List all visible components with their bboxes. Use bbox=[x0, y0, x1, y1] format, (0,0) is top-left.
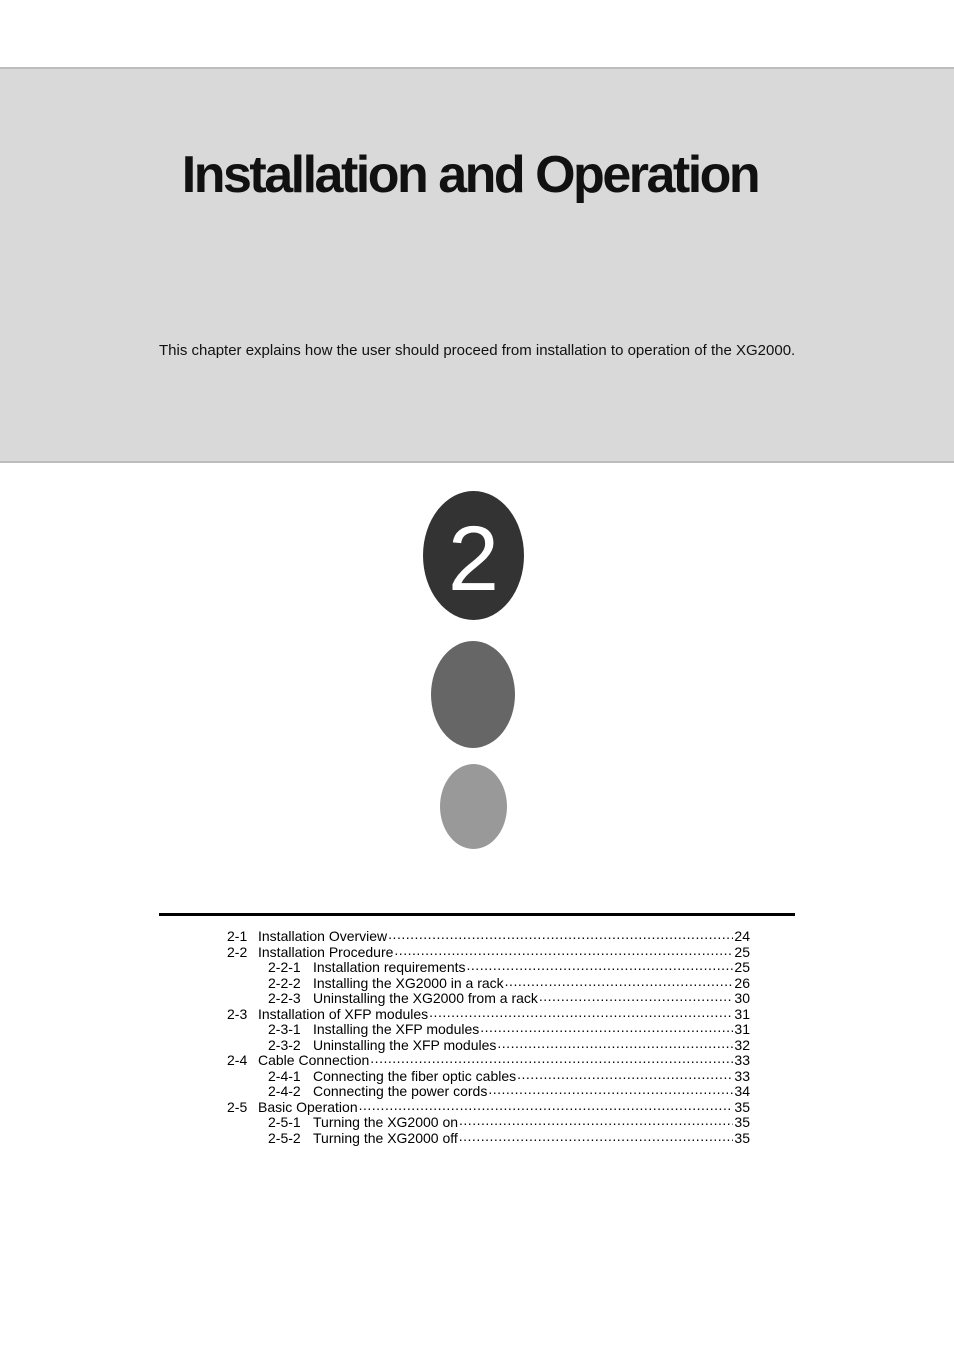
toc-entry-page: 34 bbox=[734, 1083, 750, 1099]
toc-entry-label: Turning the XG2000 off bbox=[313, 1129, 458, 1146]
toc-dot-leader bbox=[459, 1113, 733, 1127]
toc-entry[interactable] bbox=[227, 1036, 750, 1052]
toc-dot-leader bbox=[467, 958, 734, 972]
toc-entry-page: 30 bbox=[734, 990, 750, 1006]
toc-entry[interactable] bbox=[227, 1005, 750, 1021]
toc-entry-page: 26 bbox=[734, 974, 750, 991]
decorative-oval-medium bbox=[431, 641, 515, 748]
toc-entry-label: Installing the XG2000 in a rack bbox=[313, 974, 504, 991]
toc-entry-number: 2-4 bbox=[227, 1052, 248, 1068]
toc-entry-page: 24 bbox=[734, 928, 750, 944]
toc-entry[interactable] bbox=[227, 974, 750, 990]
toc-dot-leader bbox=[480, 1020, 733, 1034]
toc-dot-leader bbox=[370, 1051, 733, 1065]
toc-dot-leader bbox=[517, 1067, 733, 1081]
toc-entry-number: 2-5-1 bbox=[268, 1114, 301, 1130]
toc-entry[interactable] bbox=[227, 1067, 750, 1083]
toc-dot-leader bbox=[488, 1082, 733, 1096]
toc-entry-page: 25 bbox=[734, 959, 750, 975]
toc-divider bbox=[159, 913, 795, 916]
toc-entry-label: Installation of XFP modules bbox=[258, 1005, 429, 1022]
toc-entry-label: Installation requirements bbox=[313, 959, 466, 975]
toc-entry-label: Uninstalling the XFP modules bbox=[313, 1036, 497, 1053]
toc-dot-leader bbox=[539, 989, 734, 1003]
toc-entry-label: Installation Procedure bbox=[258, 943, 394, 960]
toc-entry-number: 2-2-3 bbox=[268, 990, 301, 1006]
chapter-intro: This chapter explains how the user should proceed from installation to operation of the XG2000. bbox=[159, 342, 796, 359]
toc-entry-number: 2-2 bbox=[227, 943, 248, 960]
toc-entry-page: 35 bbox=[734, 1098, 750, 1115]
toc-dot-leader bbox=[459, 1129, 734, 1143]
toc-dot-leader bbox=[497, 1036, 733, 1050]
toc-entry[interactable] bbox=[227, 1051, 750, 1067]
toc-entry[interactable] bbox=[227, 1113, 750, 1129]
toc-entry-page: 33 bbox=[734, 1052, 750, 1068]
chapter-number-badge bbox=[423, 491, 524, 620]
chapter-number: 2 bbox=[447, 507, 500, 610]
toc-entry[interactable] bbox=[227, 1098, 750, 1114]
toc-entry[interactable] bbox=[227, 1129, 750, 1145]
toc-entry-label: Cable Connection bbox=[258, 1052, 370, 1068]
toc-entry[interactable] bbox=[227, 943, 750, 959]
toc-dot-leader bbox=[505, 974, 734, 988]
toc-entry-number: 2-4-1 bbox=[268, 1067, 301, 1084]
toc-entry-number: 2-5 bbox=[227, 1098, 248, 1115]
toc-entry-label: Uninstalling the XG2000 from a rack bbox=[313, 990, 538, 1006]
toc-entry-page: 32 bbox=[734, 1036, 750, 1053]
toc-entry[interactable] bbox=[227, 989, 750, 1005]
toc-entry-page: 35 bbox=[734, 1114, 750, 1130]
toc-entry-label: Turning the XG2000 on bbox=[313, 1114, 459, 1130]
chapter-title: Installation and Operation bbox=[181, 146, 759, 204]
toc-entry-label: Installation Overview bbox=[258, 928, 388, 944]
toc-entry-page: 31 bbox=[734, 1005, 750, 1022]
toc-entry-number: 2-1 bbox=[227, 928, 248, 944]
toc-entry-page: 25 bbox=[734, 943, 750, 960]
toc-entry[interactable] bbox=[227, 1020, 750, 1036]
decorative-oval-light bbox=[440, 764, 507, 849]
toc-entry-page: 33 bbox=[734, 1067, 750, 1084]
toc-entry-number: 2-3 bbox=[227, 1005, 248, 1022]
toc-entry-page: 35 bbox=[734, 1129, 750, 1146]
toc-entry-page: 31 bbox=[734, 1021, 750, 1037]
toc-entry-number: 2-2-1 bbox=[268, 959, 301, 975]
chapter-banner bbox=[0, 67, 954, 463]
toc-entry-number: 2-3-2 bbox=[268, 1036, 301, 1053]
toc-entry-label: Installing the XFP modules bbox=[313, 1021, 480, 1037]
toc-entry-number: 2-3-1 bbox=[268, 1021, 301, 1037]
table-of-contents bbox=[227, 927, 750, 1144]
toc-entry-label: Basic Operation bbox=[258, 1098, 358, 1115]
toc-dot-leader bbox=[394, 943, 733, 957]
toc-entry[interactable] bbox=[227, 1082, 750, 1098]
toc-entry[interactable] bbox=[227, 958, 750, 974]
toc-dot-leader bbox=[388, 927, 733, 941]
toc-dot-leader bbox=[359, 1098, 734, 1112]
toc-entry-label: Connecting the power cords bbox=[313, 1083, 488, 1099]
toc-dot-leader bbox=[429, 1005, 733, 1019]
toc-entry[interactable] bbox=[227, 927, 750, 943]
toc-entry-number: 2-2-2 bbox=[268, 974, 301, 991]
toc-entry-number: 2-4-2 bbox=[268, 1083, 301, 1099]
toc-entry-label: Connecting the fiber optic cables bbox=[313, 1067, 517, 1084]
toc-entry-number: 2-5-2 bbox=[268, 1129, 301, 1146]
